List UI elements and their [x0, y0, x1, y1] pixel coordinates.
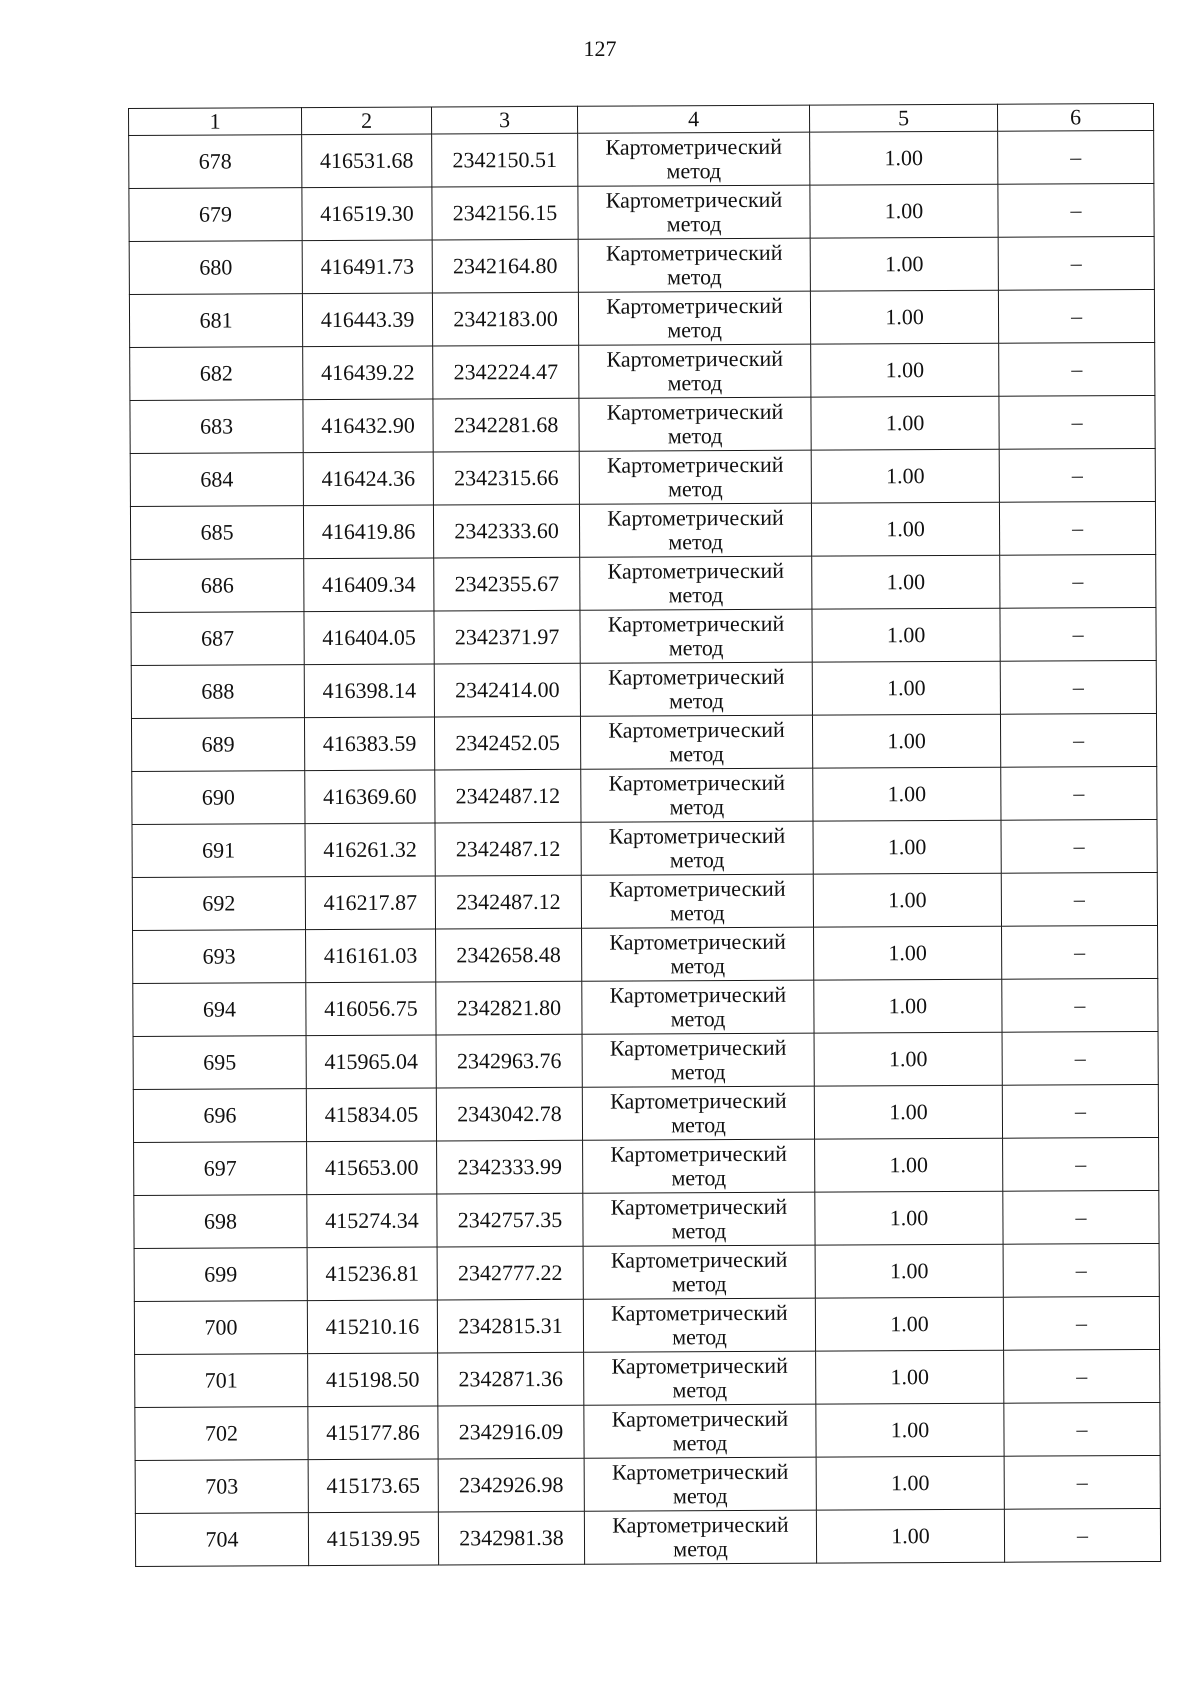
y-coordinate-cell: 2342815.31	[437, 1299, 583, 1353]
table-row	[129, 130, 1154, 188]
point-number-cell: 702	[135, 1407, 308, 1461]
column-header: 2	[302, 107, 432, 135]
note-cell: –	[999, 448, 1155, 502]
method-cell: Картометрический метод	[580, 556, 812, 610]
note-cell: –	[1001, 819, 1157, 873]
method-cell: Картометрический метод	[584, 1457, 816, 1511]
point-number-cell: 685	[130, 506, 303, 560]
note-cell: –	[1002, 1084, 1158, 1138]
method-cell: Картометрический метод	[581, 874, 813, 928]
note-cell: –	[1000, 607, 1156, 661]
point-number-cell: 682	[130, 347, 303, 401]
table-body	[129, 130, 1161, 1566]
x-coordinate-cell: 416398.14	[304, 664, 434, 718]
x-coordinate-cell: 415198.50	[308, 1353, 438, 1407]
note-cell: –	[1004, 1508, 1160, 1562]
accuracy-cell: 1.00	[814, 1085, 1002, 1139]
y-coordinate-cell: 2342414.00	[434, 663, 580, 717]
x-coordinate-cell: 416404.05	[304, 611, 434, 665]
x-coordinate-cell: 415139.95	[308, 1512, 438, 1566]
note-cell: –	[999, 342, 1155, 396]
method-cell: Картометрический метод	[584, 1404, 816, 1458]
point-number-cell: 703	[135, 1460, 308, 1514]
table-row	[134, 1190, 1159, 1248]
note-cell: –	[1003, 1243, 1159, 1297]
y-coordinate-cell: 2342757.35	[437, 1193, 583, 1247]
note-cell: –	[998, 130, 1154, 184]
table-row	[134, 1137, 1159, 1195]
method-cell: Картометрический метод	[580, 715, 812, 769]
note-cell: –	[1004, 1349, 1160, 1403]
method-cell: Картометрический метод	[581, 768, 813, 822]
table-row	[134, 1243, 1159, 1301]
x-coordinate-cell: 416261.32	[305, 823, 435, 877]
accuracy-cell: 1.00	[812, 608, 1000, 662]
method-cell: Картометрический метод	[580, 662, 812, 716]
method-cell: Картометрический метод	[579, 397, 811, 451]
accuracy-cell: 1.00	[810, 237, 998, 291]
y-coordinate-cell: 2342963.76	[436, 1034, 582, 1088]
x-coordinate-cell: 416217.87	[305, 876, 435, 930]
accuracy-cell: 1.00	[816, 1456, 1004, 1510]
note-cell: –	[1002, 1031, 1158, 1085]
table-row	[130, 448, 1155, 506]
point-number-cell: 692	[132, 877, 305, 931]
page-number: 127	[583, 36, 617, 61]
method-cell: Картометрический метод	[581, 821, 813, 875]
point-number-cell: 678	[129, 135, 302, 189]
column-header: 5	[809, 104, 997, 132]
method-cell: Картометрический метод	[578, 132, 810, 186]
accuracy-cell: 1.00	[811, 343, 999, 397]
x-coordinate-cell: 415173.65	[308, 1459, 438, 1513]
accuracy-cell: 1.00	[811, 502, 999, 556]
note-cell: –	[1000, 660, 1156, 714]
x-coordinate-cell: 416383.59	[304, 717, 434, 771]
note-cell: –	[1003, 1190, 1159, 1244]
method-cell: Картометрический метод	[579, 450, 811, 504]
point-number-cell: 700	[134, 1301, 307, 1355]
accuracy-cell: 1.00	[810, 184, 998, 238]
table-row	[133, 925, 1158, 983]
note-cell: –	[1000, 554, 1156, 608]
point-number-cell: 691	[132, 824, 305, 878]
method-cell: Картометрический метод	[578, 291, 810, 345]
y-coordinate-cell: 2342150.51	[432, 133, 578, 187]
table-row	[131, 660, 1156, 718]
y-coordinate-cell: 2342164.80	[432, 239, 578, 293]
y-coordinate-cell: 2342315.66	[433, 451, 579, 505]
point-number-cell: 697	[134, 1142, 307, 1196]
note-cell: –	[1002, 925, 1158, 979]
note-cell: –	[998, 183, 1154, 237]
y-coordinate-cell: 2342981.38	[438, 1511, 584, 1565]
accuracy-cell: 1.00	[816, 1509, 1004, 1563]
method-cell: Картометрический метод	[582, 1033, 814, 1087]
y-coordinate-cell: 2342355.67	[434, 557, 580, 611]
table-row	[135, 1349, 1160, 1407]
table-row	[133, 978, 1158, 1036]
accuracy-cell: 1.00	[810, 290, 998, 344]
note-cell: –	[1000, 713, 1156, 767]
accuracy-cell: 1.00	[811, 396, 999, 450]
point-number-cell: 688	[131, 665, 304, 719]
method-cell: Картометрический метод	[578, 185, 810, 239]
x-coordinate-cell: 416519.30	[302, 187, 432, 241]
x-coordinate-cell: 416424.36	[303, 452, 433, 506]
method-cell: Картометрический метод	[580, 609, 812, 663]
table-row	[131, 554, 1156, 612]
table-row	[135, 1455, 1160, 1513]
method-cell: Картометрический метод	[584, 1510, 816, 1564]
accuracy-cell: 1.00	[813, 767, 1001, 821]
method-cell: Картометрический метод	[583, 1139, 815, 1193]
method-cell: Картометрический метод	[584, 1351, 816, 1405]
point-number-cell: 695	[133, 1036, 306, 1090]
x-coordinate-cell: 416056.75	[306, 982, 436, 1036]
point-number-cell: 701	[135, 1354, 308, 1408]
x-coordinate-cell: 415177.86	[308, 1406, 438, 1460]
accuracy-cell: 1.00	[815, 1244, 1003, 1298]
y-coordinate-cell: 2342333.60	[433, 504, 579, 558]
note-cell: –	[999, 395, 1155, 449]
column-header: 1	[129, 108, 302, 136]
accuracy-cell: 1.00	[812, 661, 1000, 715]
y-coordinate-cell: 2342333.99	[437, 1140, 583, 1194]
note-cell: –	[999, 501, 1155, 555]
point-number-cell: 687	[131, 612, 304, 666]
point-number-cell: 684	[130, 453, 303, 507]
table-row	[129, 289, 1154, 347]
table-row	[132, 766, 1157, 824]
y-coordinate-cell: 2342821.80	[436, 981, 582, 1035]
table-row	[132, 819, 1157, 877]
accuracy-cell: 1.00	[811, 449, 999, 503]
y-coordinate-cell: 2342487.12	[435, 822, 581, 876]
accuracy-cell: 1.00	[815, 1191, 1003, 1245]
note-cell: –	[1004, 1455, 1160, 1509]
note-cell: –	[1001, 872, 1157, 926]
table-row	[129, 183, 1154, 241]
table-row	[130, 395, 1155, 453]
y-coordinate-cell: 2342156.15	[432, 186, 578, 240]
method-cell: Картометрический метод	[583, 1245, 815, 1299]
accuracy-cell: 1.00	[812, 555, 1000, 609]
y-coordinate-cell: 2342452.05	[434, 716, 580, 770]
y-coordinate-cell: 2342487.12	[435, 875, 581, 929]
y-coordinate-cell: 2342224.47	[433, 345, 579, 399]
column-header: 4	[577, 105, 809, 133]
column-header: 3	[431, 106, 577, 134]
method-cell: Картометрический метод	[583, 1192, 815, 1246]
accuracy-cell: 1.00	[813, 820, 1001, 874]
y-coordinate-cell: 2342371.97	[434, 610, 580, 664]
point-number-cell: 686	[131, 559, 304, 613]
accuracy-cell: 1.00	[815, 1138, 1003, 1192]
accuracy-cell: 1.00	[813, 873, 1001, 927]
accuracy-cell: 1.00	[812, 714, 1000, 768]
method-cell: Картометрический метод	[582, 980, 814, 1034]
note-cell: –	[998, 236, 1154, 290]
point-number-cell: 690	[132, 771, 305, 825]
table-row	[135, 1402, 1160, 1460]
accuracy-cell: 1.00	[816, 1350, 1004, 1404]
point-number-cell: 704	[135, 1513, 308, 1567]
point-number-cell: 683	[130, 400, 303, 454]
table-row	[131, 607, 1156, 665]
x-coordinate-cell: 416531.68	[302, 134, 432, 188]
point-number-cell: 689	[131, 718, 304, 772]
y-coordinate-cell: 2342871.36	[438, 1352, 584, 1406]
table-row	[135, 1508, 1160, 1566]
x-coordinate-cell: 416491.73	[302, 240, 432, 294]
accuracy-cell: 1.00	[814, 1032, 1002, 1086]
note-cell: –	[1001, 766, 1157, 820]
accuracy-cell: 1.00	[814, 979, 1002, 1033]
x-coordinate-cell: 416439.22	[303, 346, 433, 400]
table-row	[130, 342, 1155, 400]
x-coordinate-cell: 415210.16	[307, 1300, 437, 1354]
table-row	[133, 1084, 1158, 1142]
y-coordinate-cell: 2343042.78	[436, 1087, 582, 1141]
y-coordinate-cell: 2342281.68	[433, 398, 579, 452]
y-coordinate-cell: 2342777.22	[437, 1246, 583, 1300]
x-coordinate-cell: 416419.86	[303, 505, 433, 559]
method-cell: Картометрический метод	[582, 1086, 814, 1140]
point-number-cell: 679	[129, 188, 302, 242]
point-number-cell: 680	[129, 241, 302, 295]
x-coordinate-cell: 415834.05	[306, 1088, 436, 1142]
method-cell: Картометрический метод	[583, 1298, 815, 1352]
point-number-cell: 696	[133, 1089, 306, 1143]
x-coordinate-cell: 416369.60	[305, 770, 435, 824]
accuracy-cell: 1.00	[814, 926, 1002, 980]
x-coordinate-cell: 416409.34	[304, 558, 434, 612]
accuracy-cell: 1.00	[816, 1403, 1004, 1457]
coordinates-table	[128, 103, 1161, 1567]
method-cell: Картометрический метод	[578, 238, 810, 292]
table-row	[132, 872, 1157, 930]
table-row	[131, 713, 1156, 771]
x-coordinate-cell: 416443.39	[302, 293, 432, 347]
column-header: 6	[997, 103, 1153, 131]
accuracy-cell: 1.00	[815, 1297, 1003, 1351]
point-number-cell: 693	[133, 930, 306, 984]
point-number-cell: 698	[134, 1195, 307, 1249]
y-coordinate-cell: 2342658.48	[436, 928, 582, 982]
x-coordinate-cell: 415274.34	[307, 1194, 437, 1248]
method-cell: Картометрический метод	[582, 927, 814, 981]
x-coordinate-cell: 415653.00	[307, 1141, 437, 1195]
table-row	[133, 1031, 1158, 1089]
point-number-cell: 694	[133, 983, 306, 1037]
x-coordinate-cell: 415965.04	[306, 1035, 436, 1089]
note-cell: –	[1003, 1137, 1159, 1191]
note-cell: –	[1002, 978, 1158, 1032]
y-coordinate-cell: 2342487.12	[435, 769, 581, 823]
x-coordinate-cell: 416432.90	[303, 399, 433, 453]
table-row	[129, 236, 1154, 294]
point-number-cell: 681	[129, 294, 302, 348]
accuracy-cell: 1.00	[810, 131, 998, 185]
note-cell: –	[1003, 1296, 1159, 1350]
note-cell: –	[1004, 1402, 1160, 1456]
table-row	[130, 501, 1155, 559]
y-coordinate-cell: 2342183.00	[432, 292, 578, 346]
y-coordinate-cell: 2342926.98	[438, 1458, 584, 1512]
x-coordinate-cell: 416161.03	[306, 929, 436, 983]
x-coordinate-cell: 415236.81	[307, 1247, 437, 1301]
method-cell: Картометрический метод	[579, 503, 811, 557]
table-row	[134, 1296, 1159, 1354]
point-number-cell: 699	[134, 1248, 307, 1302]
y-coordinate-cell: 2342916.09	[438, 1405, 584, 1459]
note-cell: –	[998, 289, 1154, 343]
method-cell: Картометрический метод	[579, 344, 811, 398]
